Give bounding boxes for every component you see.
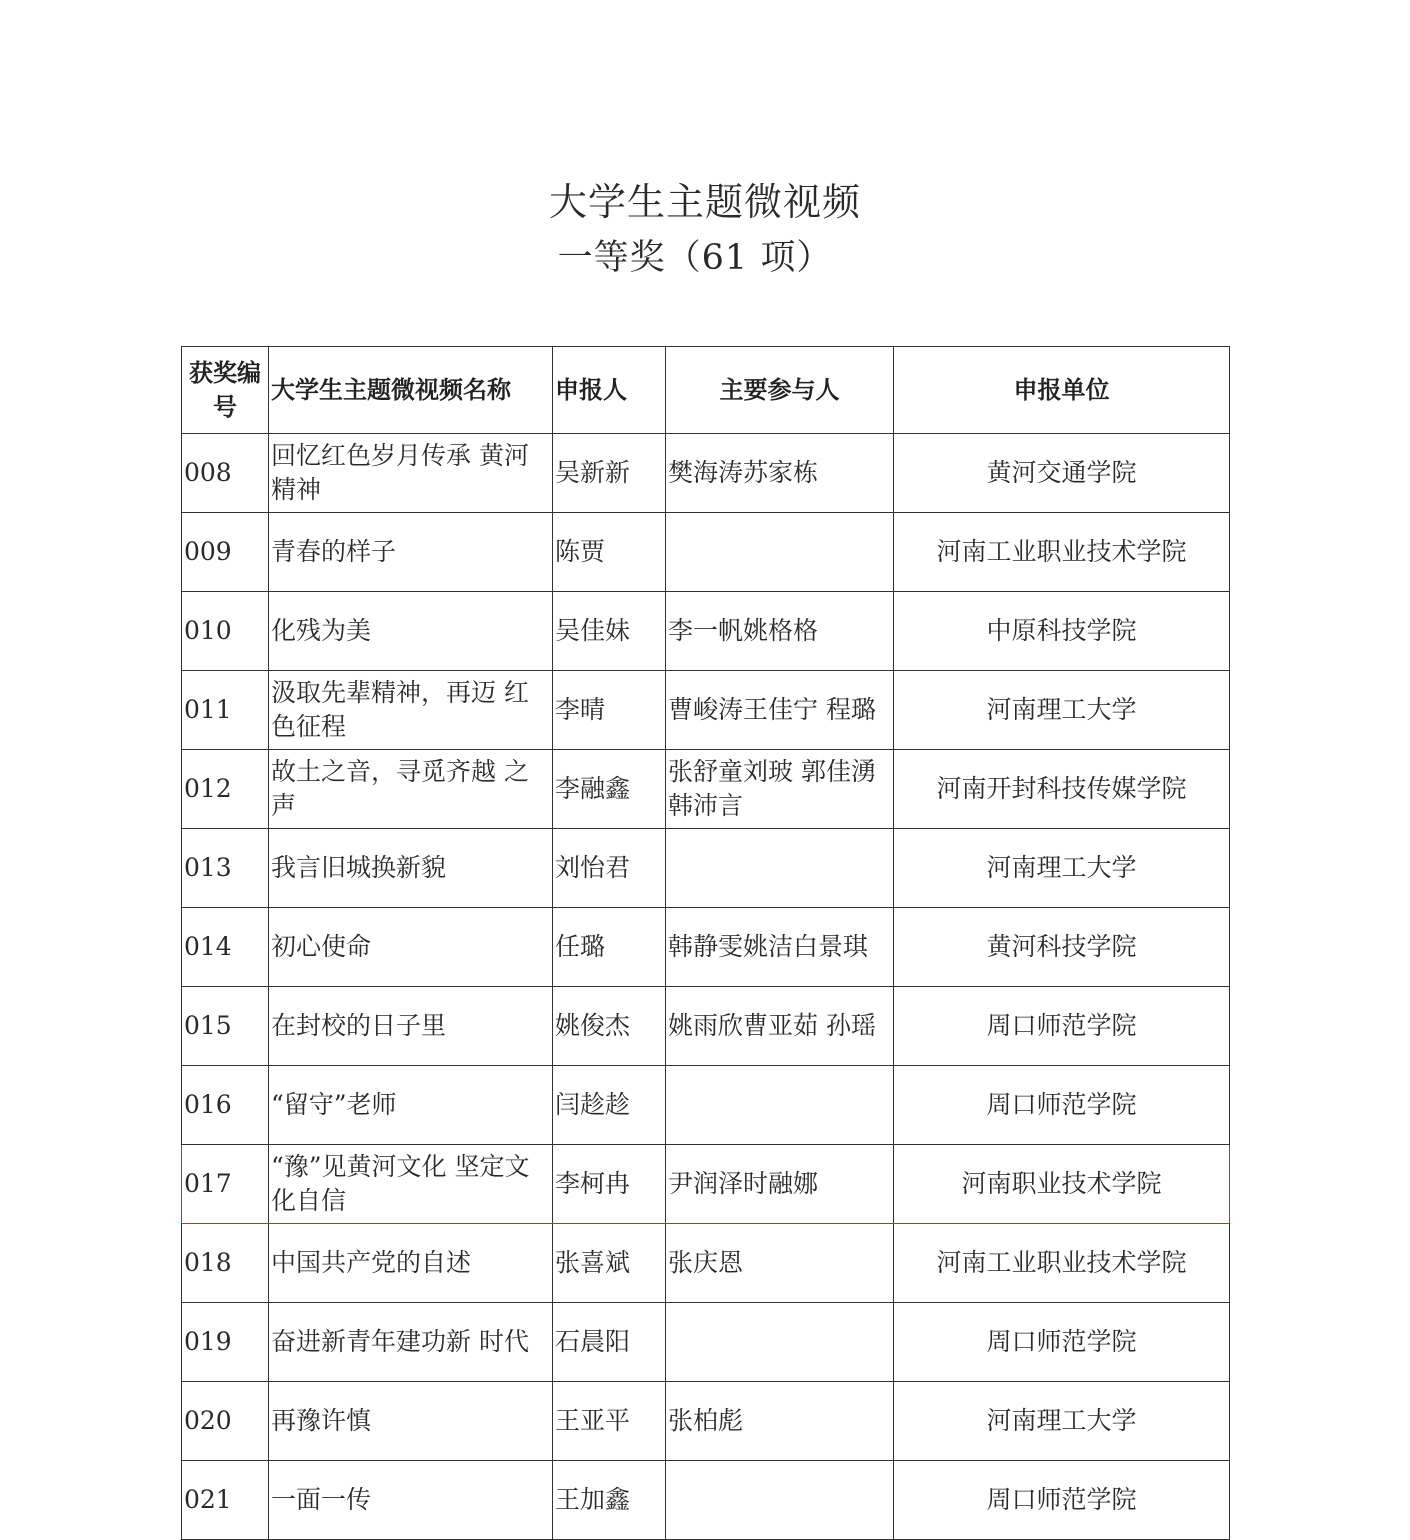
video-name: 奋进新青年建功新 时代 <box>269 1303 553 1382</box>
header-applicant: 申报人 <box>553 347 666 434</box>
award-number: 011 <box>182 671 269 750</box>
table-row <box>182 434 1230 513</box>
table-row <box>182 987 1230 1066</box>
participants: 张舒童刘玻 郭佳湧韩沛言 <box>666 750 894 829</box>
unit: 中原科技学院 <box>894 592 1230 671</box>
applicant: 王亚平 <box>553 1382 666 1461</box>
applicant: 任璐 <box>553 908 666 987</box>
table-row <box>182 1224 1230 1303</box>
video-name: 故土之音，寻觅齐越 之声 <box>269 750 553 829</box>
unit: 周口师范学院 <box>894 987 1230 1066</box>
unit: 黄河科技学院 <box>894 908 1230 987</box>
participants <box>666 1461 894 1540</box>
participants: 曹峻涛王佳宁 程璐 <box>666 671 894 750</box>
video-name: 我言旧城换新貌 <box>269 829 553 908</box>
table-row-highlighted <box>182 1145 1230 1224</box>
unit: 周口师范学院 <box>894 1066 1230 1145</box>
table-row <box>182 750 1230 829</box>
applicant: 姚俊杰 <box>553 987 666 1066</box>
table-row <box>182 1303 1230 1382</box>
video-name: 化残为美 <box>269 592 553 671</box>
applicant: 李柯冉 <box>553 1145 666 1224</box>
unit: 河南工业职业技术学院 <box>894 1224 1230 1303</box>
unit: 周口师范学院 <box>894 1303 1230 1382</box>
awards-table <box>181 346 1230 1540</box>
participants: 张庆恩 <box>666 1224 894 1303</box>
unit: 河南职业技术学院 <box>894 1145 1230 1224</box>
applicant: 吴佳妹 <box>553 592 666 671</box>
participants <box>666 513 894 592</box>
table-header-row <box>182 347 1230 434</box>
header-award-number: 获奖编号 <box>182 347 269 434</box>
table-row <box>182 829 1230 908</box>
video-name: 一面一传 <box>269 1461 553 1540</box>
participants: 韩静雯姚洁白景琪 <box>666 908 894 987</box>
video-name: 再豫许慎 <box>269 1382 553 1461</box>
table-row <box>182 671 1230 750</box>
unit: 河南开封科技传媒学院 <box>894 750 1230 829</box>
table-row <box>182 513 1230 592</box>
unit: 周口师范学院 <box>894 1461 1230 1540</box>
applicant: 石晨阳 <box>553 1303 666 1382</box>
video-name: 青春的样子 <box>269 513 553 592</box>
award-number: 021 <box>182 1461 269 1540</box>
unit: 河南理工大学 <box>894 1382 1230 1461</box>
unit: 河南理工大学 <box>894 671 1230 750</box>
applicant: 李融鑫 <box>553 750 666 829</box>
participants <box>666 1303 894 1382</box>
award-number: 020 <box>182 1382 269 1461</box>
header-participants: 主要参与人 <box>666 347 894 434</box>
applicant: 吴新新 <box>553 434 666 513</box>
participants: 张柏彪 <box>666 1382 894 1461</box>
applicant: 陈贾 <box>553 513 666 592</box>
participants: 姚雨欣曹亚茹 孙瑶 <box>666 987 894 1066</box>
video-name: 初心使命 <box>269 908 553 987</box>
award-number: 012 <box>182 750 269 829</box>
participants: 樊海涛苏家栋 <box>666 434 894 513</box>
video-name: “留守”老师 <box>269 1066 553 1145</box>
table-row <box>182 908 1230 987</box>
participants: 尹润泽时融娜 <box>666 1145 894 1224</box>
participants: 李一帆姚格格 <box>666 592 894 671</box>
applicant: 李晴 <box>553 671 666 750</box>
video-name: 在封校的日子里 <box>269 987 553 1066</box>
award-number: 016 <box>182 1066 269 1145</box>
unit: 河南理工大学 <box>894 829 1230 908</box>
header-video-name: 大学生主题微视频名称 <box>269 347 553 434</box>
table-row <box>182 1461 1230 1540</box>
award-number: 017 <box>182 1145 269 1224</box>
award-number: 010 <box>182 592 269 671</box>
document-subtitle: 一等奖（61 项） <box>557 238 833 278</box>
table-row <box>182 1382 1230 1461</box>
video-name: “豫”见黄河文化 坚定文化自信 <box>269 1145 553 1224</box>
award-number: 009 <box>182 513 269 592</box>
applicant: 王加鑫 <box>553 1461 666 1540</box>
applicant: 闫趁趁 <box>553 1066 666 1145</box>
document-title: 大学生主题微视频 <box>548 180 861 224</box>
unit: 黄河交通学院 <box>894 434 1230 513</box>
award-number: 018 <box>182 1224 269 1303</box>
award-number: 019 <box>182 1303 269 1382</box>
table-row <box>182 592 1230 671</box>
video-name: 汲取先辈精神，再迈 红色征程 <box>269 671 553 750</box>
award-number: 013 <box>182 829 269 908</box>
award-number: 008 <box>182 434 269 513</box>
applicant: 刘怡君 <box>553 829 666 908</box>
participants <box>666 829 894 908</box>
unit: 河南工业职业技术学院 <box>894 513 1230 592</box>
table-row <box>182 1066 1230 1145</box>
applicant: 张喜斌 <box>553 1224 666 1303</box>
participants <box>666 1066 894 1145</box>
video-name: 中国共产党的自述 <box>269 1224 553 1303</box>
award-number: 014 <box>182 908 269 987</box>
video-name: 回忆红色岁月传承 黄河精神 <box>269 434 553 513</box>
header-unit: 申报单位 <box>894 347 1230 434</box>
award-number: 015 <box>182 987 269 1066</box>
